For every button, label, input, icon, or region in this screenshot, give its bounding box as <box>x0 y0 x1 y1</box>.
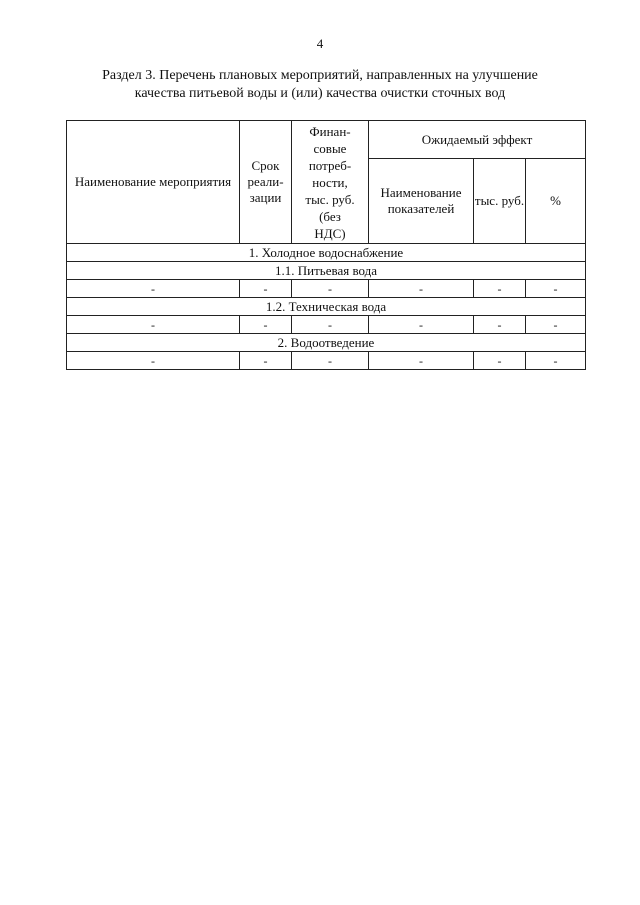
header-fin-line-7: НДС) <box>314 225 346 241</box>
table-cell: - <box>240 352 292 370</box>
header-fin-line-3: потреб- <box>308 157 352 173</box>
section-title: 1. Холодное водоснабжение <box>67 244 586 262</box>
table-cell: - <box>474 280 526 298</box>
header-financing <box>292 121 369 244</box>
table-cell: - <box>526 352 586 370</box>
section-heading <box>40 67 600 103</box>
header-indicators-label: Наименование показателей <box>380 185 462 216</box>
table-cell: - <box>67 352 240 370</box>
header-thousand-rub <box>474 159 526 244</box>
section-row <box>67 298 586 316</box>
table-cell: - <box>526 316 586 334</box>
table-cell: - <box>292 352 369 370</box>
table-cell: - <box>474 352 526 370</box>
table-cell: - <box>240 316 292 334</box>
header-fin-line-2: совые <box>313 140 347 156</box>
header-name-label: Наименование мероприятия <box>74 174 232 189</box>
header-expected-effect-label: Ожидаемый эффект <box>421 131 533 147</box>
header-expected-effect <box>369 121 586 159</box>
table-row <box>67 316 586 334</box>
measures-table <box>66 120 586 370</box>
header-fin-line-4: ности, <box>312 174 348 190</box>
header-term-line-2: реали- <box>247 174 284 189</box>
header-term <box>240 121 292 244</box>
header-fin-line-6: (без <box>319 208 341 224</box>
table-cell: - <box>526 280 586 298</box>
table-cell: - <box>292 280 369 298</box>
table-cell: - <box>67 280 240 298</box>
table-cell: - <box>240 280 292 298</box>
table-row <box>67 352 586 370</box>
page-number: 4 <box>316 36 324 51</box>
heading-line-2: качества питьевой воды и (или) качества очистки сточных вод <box>134 86 506 101</box>
header-percent-label: % <box>550 193 561 208</box>
table-cell: - <box>369 280 474 298</box>
table-cell: - <box>67 316 240 334</box>
table-cell: - <box>369 316 474 334</box>
header-term-line-3: зации <box>249 190 282 205</box>
section-row <box>67 262 586 280</box>
table-cell: - <box>292 316 369 334</box>
header-thousand-rub-label: тыс. руб. <box>474 193 525 208</box>
table-row <box>67 280 586 298</box>
table-cell: - <box>369 352 474 370</box>
section-title: 1.2. Техническая вода <box>67 298 586 316</box>
header-name <box>67 121 240 244</box>
header-fin-line-5: тыс. руб. <box>305 191 355 207</box>
heading-line-1: Раздел 3. Перечень плановых мероприятий, направленных на улучшение <box>102 68 538 83</box>
table-cell: - <box>474 316 526 334</box>
header-fin-line-1: Финан- <box>309 123 351 139</box>
section-title: 2. Водоотведение <box>67 334 586 352</box>
header-term-line-1: Срок <box>251 158 280 173</box>
section-title: 1.1. Питьевая вода <box>67 262 586 280</box>
section-row <box>67 244 586 262</box>
header-indicators <box>369 159 474 244</box>
section-row <box>67 334 586 352</box>
header-percent <box>526 159 586 244</box>
